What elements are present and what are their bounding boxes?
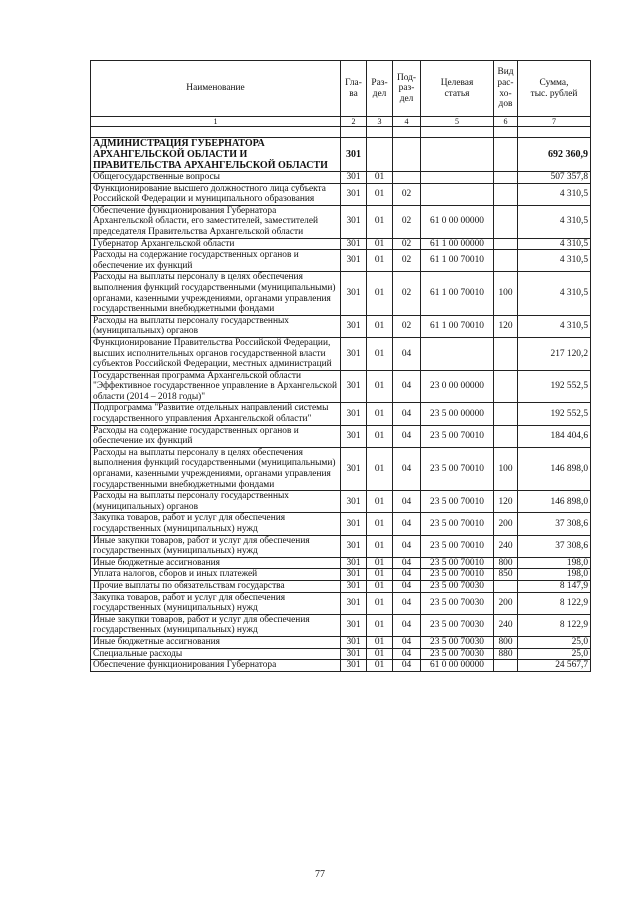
- row-glava: 301: [341, 337, 367, 370]
- table-row: [91, 238, 591, 250]
- row-razdel: [367, 138, 393, 172]
- row-name: Общегосударственные вопросы: [91, 172, 341, 184]
- row-glava: 301: [341, 238, 367, 250]
- table-row: [91, 614, 591, 636]
- row-sum: 8 122,9: [518, 614, 591, 636]
- row-sum: 507 357,8: [518, 172, 591, 184]
- table-row: [91, 425, 591, 447]
- row-sum: 4 310,5: [518, 315, 591, 337]
- row-name: Функционирование высшего должностного лица субъекта Российской Федерации и муниципального образования: [91, 183, 341, 205]
- row-podrazdel: 02: [393, 238, 421, 250]
- row-podrazdel: 04: [393, 592, 421, 614]
- column-number: 4: [393, 117, 421, 127]
- row-vid: 120: [494, 491, 518, 513]
- row-name: Обеспечение функционирования Губернатора Архангельской области, его заместителей, заместителей председателя Правительства Архангельской области: [91, 205, 341, 238]
- header-vid: Вид рас- хо- дов: [494, 61, 518, 117]
- row-sum: 4 310,5: [518, 250, 591, 272]
- row-name: Государственная программа Архангельской области "Эффективное государственное управление в Архангельской области (2014 – 2018 годы)": [91, 370, 341, 403]
- row-sum: 4 310,5: [518, 238, 591, 250]
- row-razdel: 01: [367, 535, 393, 557]
- column-number: 7: [518, 117, 591, 127]
- row-podrazdel: 04: [393, 337, 421, 370]
- row-target: 61 1 00 70010: [421, 250, 494, 272]
- row-razdel: 01: [367, 614, 393, 636]
- table-row: [91, 403, 591, 425]
- row-name: Расходы на выплаты персоналу государственных (муниципальных) органов: [91, 491, 341, 513]
- row-podrazdel: 04: [393, 535, 421, 557]
- row-sum: 37 308,6: [518, 535, 591, 557]
- row-target: [421, 172, 494, 184]
- row-glava: 301: [341, 580, 367, 592]
- table-row: [91, 648, 591, 660]
- row-razdel: 01: [367, 172, 393, 184]
- row-name: Закупка товаров, работ и услуг для обеспечения государственных (муниципальных) нужд: [91, 513, 341, 535]
- table-header: [91, 61, 591, 138]
- row-vid: [494, 403, 518, 425]
- row-podrazdel: 04: [393, 660, 421, 672]
- table-row: [91, 535, 591, 557]
- row-sum: 4 310,5: [518, 205, 591, 238]
- row-glava: 301: [341, 491, 367, 513]
- row-glava: 301: [341, 648, 367, 660]
- row-podrazdel: [393, 138, 421, 172]
- row-sum: 8 122,9: [518, 592, 591, 614]
- table-row: [91, 636, 591, 648]
- column-number: 3: [367, 117, 393, 127]
- row-podrazdel: 04: [393, 614, 421, 636]
- row-sum: 25,0: [518, 648, 591, 660]
- row-sum: 184 404,6: [518, 425, 591, 447]
- row-target: [421, 183, 494, 205]
- row-glava: 301: [341, 250, 367, 272]
- row-podrazdel: 04: [393, 580, 421, 592]
- row-vid: [494, 580, 518, 592]
- page-number: 77: [315, 869, 325, 880]
- row-vid: [494, 205, 518, 238]
- row-sum: 198,0: [518, 557, 591, 569]
- row-glava: 301: [341, 205, 367, 238]
- spacer-row: [91, 127, 591, 138]
- row-name: Иные бюджетные ассигнования: [91, 636, 341, 648]
- row-vid: [494, 172, 518, 184]
- row-podrazdel: 02: [393, 250, 421, 272]
- row-target: 23 5 00 70010: [421, 513, 494, 535]
- column-number: 5: [421, 117, 494, 127]
- row-glava: 301: [341, 660, 367, 672]
- row-target: 23 5 00 70030: [421, 592, 494, 614]
- row-vid: 120: [494, 315, 518, 337]
- row-name: Закупка товаров, работ и услуг для обеспечения государственных (муниципальных) нужд: [91, 592, 341, 614]
- row-target: 23 5 00 70010: [421, 425, 494, 447]
- header-sum: Сумма, тыс. рублей: [518, 61, 591, 117]
- table-row: [91, 580, 591, 592]
- table-row: [91, 250, 591, 272]
- row-podrazdel: 04: [393, 648, 421, 660]
- table-row: [91, 183, 591, 205]
- row-name: АДМИНИСТРАЦИЯ ГУБЕРНАТОРА АРХАНГЕЛЬСКОЙ ОБЛАСТИ И ПРАВИТЕЛЬСТВА АРХАНГЕЛЬСКОЙ ОБЛАСТИ: [91, 138, 341, 172]
- row-name: Губернатор Архангельской области: [91, 238, 341, 250]
- table-row: [91, 513, 591, 535]
- row-vid: [494, 425, 518, 447]
- row-sum: 146 898,0: [518, 491, 591, 513]
- row-podrazdel: 04: [393, 425, 421, 447]
- row-sum: 25,0: [518, 636, 591, 648]
- row-glava: 301: [341, 315, 367, 337]
- table-row: [91, 569, 591, 581]
- row-target: 23 5 00 70010: [421, 535, 494, 557]
- row-sum: 692 360,9: [518, 138, 591, 172]
- row-sum: 217 120,2: [518, 337, 591, 370]
- row-vid: 880: [494, 648, 518, 660]
- row-name: Подпрограмма "Развитие отдельных направлений системы государственного управления Архангельской области": [91, 403, 341, 425]
- table-row: [91, 557, 591, 569]
- row-podrazdel: 02: [393, 183, 421, 205]
- row-razdel: 01: [367, 569, 393, 581]
- column-number: 6: [494, 117, 518, 127]
- row-glava: 301: [341, 557, 367, 569]
- row-glava: 301: [341, 535, 367, 557]
- table-body: [91, 138, 591, 672]
- column-number: 2: [341, 117, 367, 127]
- row-razdel: 01: [367, 592, 393, 614]
- row-razdel: 01: [367, 557, 393, 569]
- row-razdel: 01: [367, 205, 393, 238]
- row-podrazdel: 02: [393, 272, 421, 315]
- row-glava: 301: [341, 183, 367, 205]
- table-row: [91, 272, 591, 315]
- row-vid: [494, 138, 518, 172]
- row-vid: 100: [494, 447, 518, 490]
- row-target: 23 5 00 70030: [421, 636, 494, 648]
- row-name: Иные закупки товаров, работ и услуг для обеспечения государственных (муниципальных) нужд: [91, 614, 341, 636]
- row-target: [421, 138, 494, 172]
- row-podrazdel: 04: [393, 370, 421, 403]
- header-target: Целевая статья: [421, 61, 494, 117]
- row-vid: 200: [494, 592, 518, 614]
- row-vid: [494, 250, 518, 272]
- row-name: Иные бюджетные ассигнования: [91, 557, 341, 569]
- row-razdel: 01: [367, 183, 393, 205]
- row-vid: 240: [494, 535, 518, 557]
- header-podrazdel: Под- раз- дел: [393, 61, 421, 117]
- row-glava: 301: [341, 569, 367, 581]
- table-row: [91, 315, 591, 337]
- row-sum: 4 310,5: [518, 272, 591, 315]
- row-target: 61 0 00 00000: [421, 660, 494, 672]
- row-sum: 198,0: [518, 569, 591, 581]
- row-razdel: 01: [367, 315, 393, 337]
- row-glava: 301: [341, 172, 367, 184]
- row-glava: 301: [341, 447, 367, 490]
- row-razdel: 01: [367, 648, 393, 660]
- row-razdel: 01: [367, 272, 393, 315]
- column-numbers-row: [91, 117, 591, 127]
- row-sum: 4 310,5: [518, 183, 591, 205]
- row-glava: 301: [341, 138, 367, 172]
- row-podrazdel: 02: [393, 315, 421, 337]
- row-glava: 301: [341, 425, 367, 447]
- row-sum: 192 552,5: [518, 403, 591, 425]
- row-podrazdel: 04: [393, 447, 421, 490]
- header-name: Наименование: [91, 61, 341, 117]
- row-target: 23 5 00 70030: [421, 580, 494, 592]
- row-sum: 8 147,9: [518, 580, 591, 592]
- row-glava: 301: [341, 272, 367, 315]
- header-razdel: Раз- дел: [367, 61, 393, 117]
- row-name: Расходы на содержание государственных органов и обеспечение их функций: [91, 250, 341, 272]
- row-target: 23 5 00 70030: [421, 614, 494, 636]
- table-row: [91, 138, 591, 172]
- row-target: 23 5 00 00000: [421, 403, 494, 425]
- row-razdel: 01: [367, 636, 393, 648]
- row-target: 23 5 00 70010: [421, 491, 494, 513]
- row-sum: 192 552,5: [518, 370, 591, 403]
- row-name: Специальные расходы: [91, 648, 341, 660]
- row-razdel: 01: [367, 370, 393, 403]
- table-row: [91, 447, 591, 490]
- row-podrazdel: 04: [393, 557, 421, 569]
- budget-table: [90, 60, 591, 672]
- row-name: Расходы на выплаты персоналу государственных (муниципальных) органов: [91, 315, 341, 337]
- table-row: [91, 337, 591, 370]
- row-glava: 301: [341, 592, 367, 614]
- row-target: 23 5 00 70010: [421, 447, 494, 490]
- row-vid: 800: [494, 636, 518, 648]
- row-sum: 24 567,7: [518, 660, 591, 672]
- row-vid: 240: [494, 614, 518, 636]
- row-name: Иные закупки товаров, работ и услуг для обеспечения государственных (муниципальных) нужд: [91, 535, 341, 557]
- table-row: [91, 205, 591, 238]
- row-target: 61 1 00 70010: [421, 315, 494, 337]
- row-vid: [494, 370, 518, 403]
- row-name: Прочие выплаты по обязательствам государства: [91, 580, 341, 592]
- row-razdel: 01: [367, 250, 393, 272]
- row-target: 23 0 00 00000: [421, 370, 494, 403]
- row-name: Обеспечение функционирования Губернатора: [91, 660, 341, 672]
- row-vid: 200: [494, 513, 518, 535]
- row-razdel: 01: [367, 660, 393, 672]
- row-razdel: 01: [367, 513, 393, 535]
- row-podrazdel: 02: [393, 205, 421, 238]
- row-target: 61 0 00 00000: [421, 205, 494, 238]
- row-podrazdel: [393, 172, 421, 184]
- row-podrazdel: 04: [393, 636, 421, 648]
- row-vid: 850: [494, 569, 518, 581]
- row-razdel: 01: [367, 403, 393, 425]
- table-row: [91, 660, 591, 672]
- row-razdel: 01: [367, 447, 393, 490]
- row-podrazdel: 04: [393, 491, 421, 513]
- row-target: 23 5 00 70010: [421, 569, 494, 581]
- row-razdel: 01: [367, 425, 393, 447]
- table-row: [91, 592, 591, 614]
- row-name: Расходы на выплаты персоналу в целях обеспечения выполнения функций государственными (муниципальными) органами, казенными учреждениями, органами управления государственными внебюджетными фондами: [91, 447, 341, 490]
- row-glava: 301: [341, 403, 367, 425]
- row-vid: 800: [494, 557, 518, 569]
- row-podrazdel: 04: [393, 569, 421, 581]
- header-glava: Гла- ва: [341, 61, 367, 117]
- row-glava: 301: [341, 513, 367, 535]
- row-vid: [494, 183, 518, 205]
- table-row: [91, 491, 591, 513]
- row-name: Функционирование Правительства Российской Федерации, высших исполнительных органов государственной власти субъектов Российской Федерации, местных администраций: [91, 337, 341, 370]
- row-glava: 301: [341, 370, 367, 403]
- row-sum: 146 898,0: [518, 447, 591, 490]
- row-razdel: 01: [367, 337, 393, 370]
- row-target: 23 5 00 70030: [421, 648, 494, 660]
- row-sum: 37 308,6: [518, 513, 591, 535]
- row-razdel: 01: [367, 491, 393, 513]
- row-target: 61 1 00 70010: [421, 272, 494, 315]
- row-target: 61 1 00 00000: [421, 238, 494, 250]
- column-number: 1: [91, 117, 341, 127]
- row-vid: [494, 660, 518, 672]
- row-razdel: 01: [367, 580, 393, 592]
- row-glava: 301: [341, 614, 367, 636]
- row-name: Расходы на выплаты персоналу в целях обеспечения выполнения функций государственными (муниципальными) органами, казенными учреждениями, органами управления государственными внебюджетными фондами: [91, 272, 341, 315]
- table-row: [91, 172, 591, 184]
- row-target: 23 5 00 70010: [421, 557, 494, 569]
- row-vid: 100: [494, 272, 518, 315]
- row-name: Расходы на содержание государственных органов и обеспечение их функций: [91, 425, 341, 447]
- table-row: [91, 370, 591, 403]
- row-name: Уплата налогов, сборов и иных платежей: [91, 569, 341, 581]
- row-vid: [494, 337, 518, 370]
- row-vid: [494, 238, 518, 250]
- row-podrazdel: 04: [393, 403, 421, 425]
- row-podrazdel: 04: [393, 513, 421, 535]
- row-glava: 301: [341, 636, 367, 648]
- row-target: [421, 337, 494, 370]
- row-razdel: 01: [367, 238, 393, 250]
